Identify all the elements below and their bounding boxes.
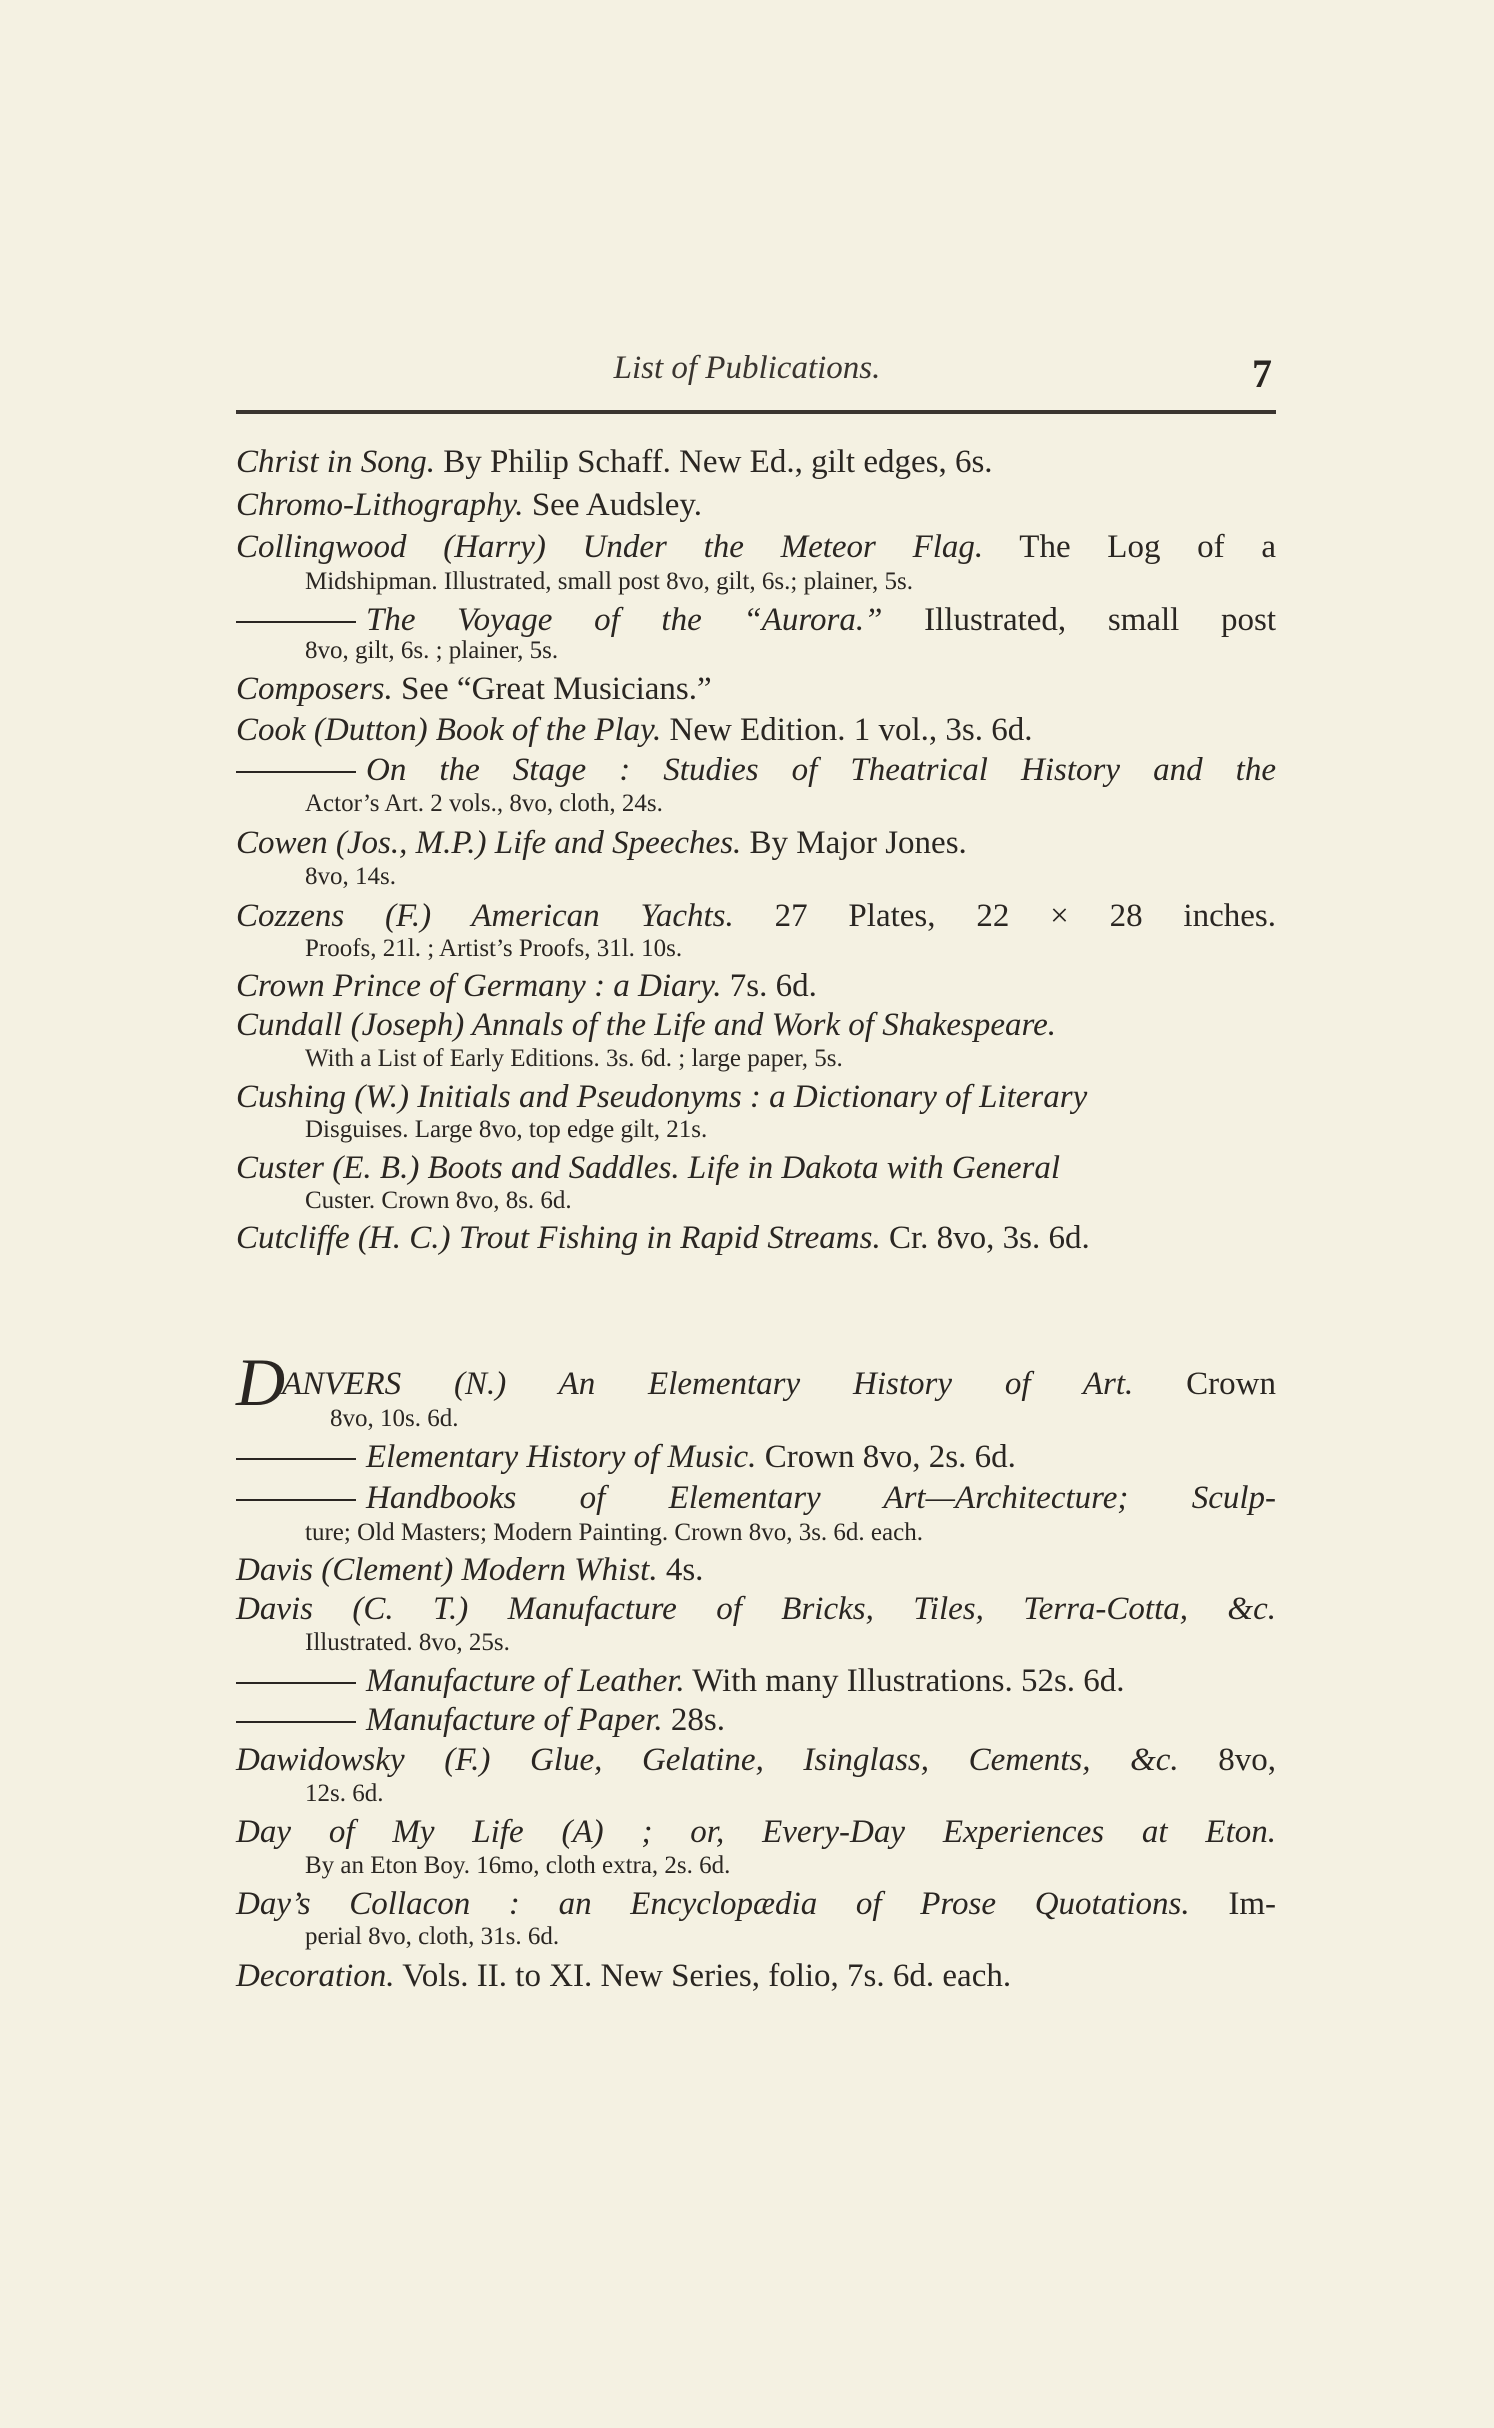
entry-history-of-music: Elementary History of Music. Crown 8vo, 2s. 6d. [236, 1437, 1276, 1477]
entry-on-the-stage: On the Stage : Studies of Theatrical History and the [236, 750, 1276, 790]
entry-composers: Composers. See “Great Musicians.” [236, 671, 712, 707]
entry-cozzens: Cozzens (F.) American Yachts. 27 Plates, 22 × 28 inches. [236, 898, 1276, 934]
entry-dawidowsky-detail: 12s. 6d. [305, 1780, 384, 1807]
entry-handbooks: Handbooks of Elementary Art—Architecture; Sculp- [236, 1478, 1276, 1518]
entry-voyage-detail: 8vo, gilt, 6s. ; plainer, 5s. [305, 637, 559, 664]
entry-davis-clement: Davis (Clement) Modern Whist. 4s. [236, 1552, 704, 1588]
ditto-dash [236, 1721, 356, 1723]
running-header: List of Publications. [613, 350, 881, 386]
ditto-dash [236, 1499, 356, 1501]
entry-handbooks-detail: ture; Old Masters; Modern Painting. Crown 8vo, 3s. 6d. each. [305, 1519, 923, 1546]
entry-decoration: Decoration. Vols. II. to XI. New Series, folio, 7s. 6d. each. [236, 1958, 1012, 1994]
entry-dawidowsky: Dawidowsky (F.) Glue, Gelatine, Isinglass, Cements, &c. 8vo, [236, 1742, 1276, 1778]
ditto-dash [236, 621, 356, 623]
entry-collingwood-detail: Midshipman. Illustrated, small post 8vo, gilt, 6s.; plainer, 5s. [305, 568, 913, 595]
entry-on-the-stage-detail: Actor’s Art. 2 vols., 8vo, cloth, 24s. [305, 790, 663, 817]
entry-cowen-detail: 8vo, 14s. [305, 863, 396, 890]
ditto-dash [236, 771, 356, 773]
entry-voyage-of-aurora: The Voyage of the “Aurora.” Illustrated, small post [236, 600, 1276, 640]
entry-collingwood: Collingwood (Harry) Under the Meteor Flag. The Log of a [236, 529, 1276, 565]
entry-christ-in-song: Christ in Song. By Philip Schaff. New Ed., gilt edges, 6s. [236, 444, 993, 480]
entry-cutcliffe: Cutcliffe (H. C.) Trout Fishing in Rapid Streams. Cr. 8vo, 3s. 6d. [236, 1220, 1090, 1256]
ditto-dash [236, 1682, 356, 1684]
entry-cushing-detail: Disguises. Large 8vo, top edge gilt, 21s. [305, 1116, 708, 1143]
entry-custer-detail: Custer. Crown 8vo, 8s. 6d. [305, 1187, 572, 1214]
entry-cook: Cook (Dutton) Book of the Play. New Edition. 1 vol., 3s. 6d. [236, 712, 1033, 748]
entry-days-collacon: Day’s Collacon : an Encyclopædia of Prose Quotations. Im- [236, 1886, 1276, 1922]
entry-davis-ct: Davis (C. T.) Manufacture of Bricks, Tiles, Terra-Cotta, &c. [236, 1591, 1276, 1627]
entry-danvers-detail: 8vo, 10s. 6d. [330, 1405, 459, 1432]
entry-crown-prince: Crown Prince of Germany : a Diary. 7s. 6d. [236, 968, 817, 1004]
entry-manufacture-leather: Manufacture of Leather. With many Illustrations. 52s. 6d. [236, 1661, 1276, 1701]
page-number: 7 [1252, 351, 1272, 396]
entry-cundall: Cundall (Joseph) Annals of the Life and Work of Shakespeare. [236, 1007, 1057, 1043]
entry-day-of-my-life: Day of My Life (A) ; or, Every-Day Experiences at Eton. [236, 1814, 1276, 1850]
entry-davis-ct-detail: Illustrated. 8vo, 25s. [305, 1629, 510, 1656]
drop-cap-d: D [236, 1344, 286, 1420]
entry-manufacture-paper: Manufacture of Paper. 28s. [236, 1700, 1276, 1740]
entry-cowen: Cowen (Jos., M.P.) Life and Speeches. By Major Jones. [236, 825, 967, 861]
entry-danvers: ANVERS (N.) An Elementary History of Art. Crown [282, 1366, 1276, 1402]
entry-cozzens-detail: Proofs, 21l. ; Artist’s Proofs, 31l. 10s. [305, 935, 683, 962]
entry-day-of-my-life-detail: By an Eton Boy. 16mo, cloth extra, 2s. 6d. [305, 1852, 731, 1879]
header-rule [236, 410, 1276, 414]
entry-cushing: Cushing (W.) Initials and Pseudonyms : a Dictionary of Literary [236, 1079, 1088, 1115]
entry-days-collacon-detail: perial 8vo, cloth, 31s. 6d. [305, 1923, 560, 1950]
entry-cundall-detail: With a List of Early Editions. 3s. 6d. ; large paper, 5s. [305, 1045, 843, 1072]
entry-chromo-lithography: Chromo-Lithography. See Audsley. [236, 487, 702, 523]
ditto-dash [236, 1458, 356, 1460]
entry-custer: Custer (E. B.) Boots and Saddles. Life in Dakota with General [236, 1150, 1061, 1186]
